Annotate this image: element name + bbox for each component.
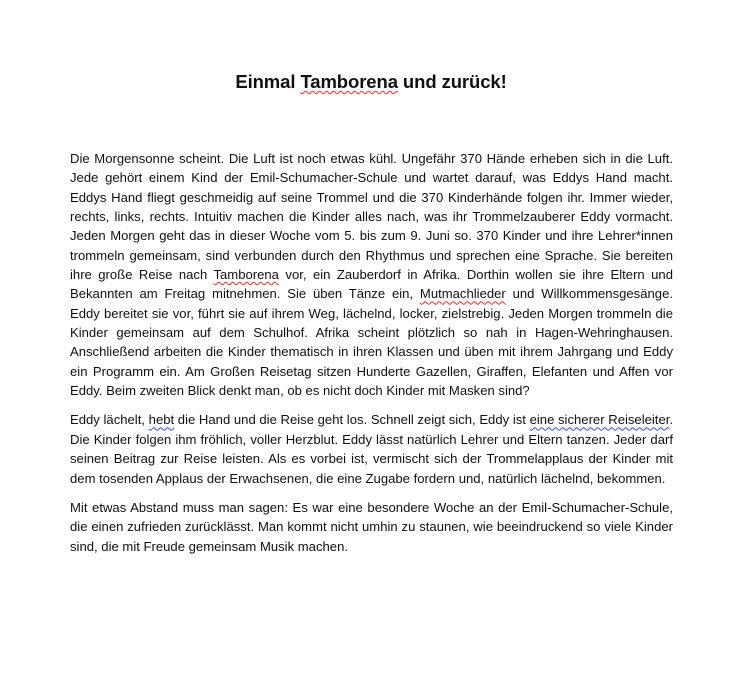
text-run: vor, ein Zauberdorf in Afrika. Dorthin wollen sie ihre Eltern und Bekannten am Freitag mitnehmen. Sie üben Tänze ein, (70, 267, 673, 302)
document-title (0, 71, 734, 93)
grammar-flagged-phrase: eine sicherer Reiseleiter (529, 412, 670, 428)
paragraph-2 (70, 410, 673, 487)
paragraph-1 (70, 149, 673, 400)
text-run: Die Morgensonne scheint. Die Luft ist noch etwas kühl. Ungefähr 370 Hände erheben sich in die Luft. Jede gehört einem Kind der Emil-Schumacher-Schule und wartet darauf, was Eddys Hand macht. Eddys Hand fliegt geschmeidig auf seine Trommel und die 370 Kinderhände folgen ihr. Immer wieder, rechts, links, rechts. Intuitiv machen die Kinder alles nach, was ihr Trommelzauberer Eddy vormacht. Jeden Morgen geht das in dieser Woche vom 5. bis zum 9. Juni so. 370 Kinder und ihre Lehrer*innen trommeln gemeinsam, sind verbunden durch den Rhythmus und sprechen eine Sprache. Sie bereiten ihre große Reise nach (70, 151, 673, 283)
grammar-flagged-word: hebt (148, 412, 175, 428)
text-run: Eddy lächelt, (70, 412, 149, 428)
misspelled-word: Mutmachlieder (419, 286, 506, 302)
text-run: und Willkommensgesänge. Eddy bereitet sie vor, führt sie auf ihrem Weg, lächelnd, locker, zielstrebig. Jeden Morgen trommeln die Kinder gemeinsam auf dem Schulhof. Afrika scheint plötzlich so nah in Hagen-Wehringhausen. Anschließend arbeiten die Kinder thematisch in ihren Klassen und üben mit ihrem Jahrgang und Eddy ein Programm ein. Am Großen Reisetag sitzen Hunderte Gazellen, Giraffen, Elefanten und Affen vor Eddy. Beim zweiten Blick denkt man, ob es nicht doch Kinder mit Masken sind? (70, 286, 673, 399)
text-run: Mit etwas Abstand muss man sagen: Es war eine besondere Woche an der Emil-Schumacher-Schule, die einen zufrieden zurücklässt. Man kommt nicht umhin zu staunen, wie beeindruckend so viele Kinder sind, die mit Freude gemeinsam Musik machen. (70, 499, 673, 554)
paragraph-3 (70, 498, 673, 556)
title-part: Einmal (235, 71, 301, 92)
text-run: die Hand und die Reise geht los. Schnell zeigt sich, Eddy ist (174, 412, 530, 428)
misspelled-word: Tamborena (213, 267, 279, 283)
title-misspelled-word: Tamborena (300, 71, 398, 92)
text-run: . Die Kinder folgen ihm fröhlich, voller Herzblut. Eddy lässt natürlich Lehrer und Eltern tanzen. Jeder darf seinen Beitrag zur Reise leisten. Als es vorbei ist, vermischt sich der Trommelapplaus der Kinder mit dem tosenden Applaus der Erwachsenen, die eine Zugabe fordern und, natürlich lächelnd, bekommen. (70, 412, 674, 486)
document-body (70, 149, 673, 566)
title-part: und zurück! (397, 71, 507, 92)
